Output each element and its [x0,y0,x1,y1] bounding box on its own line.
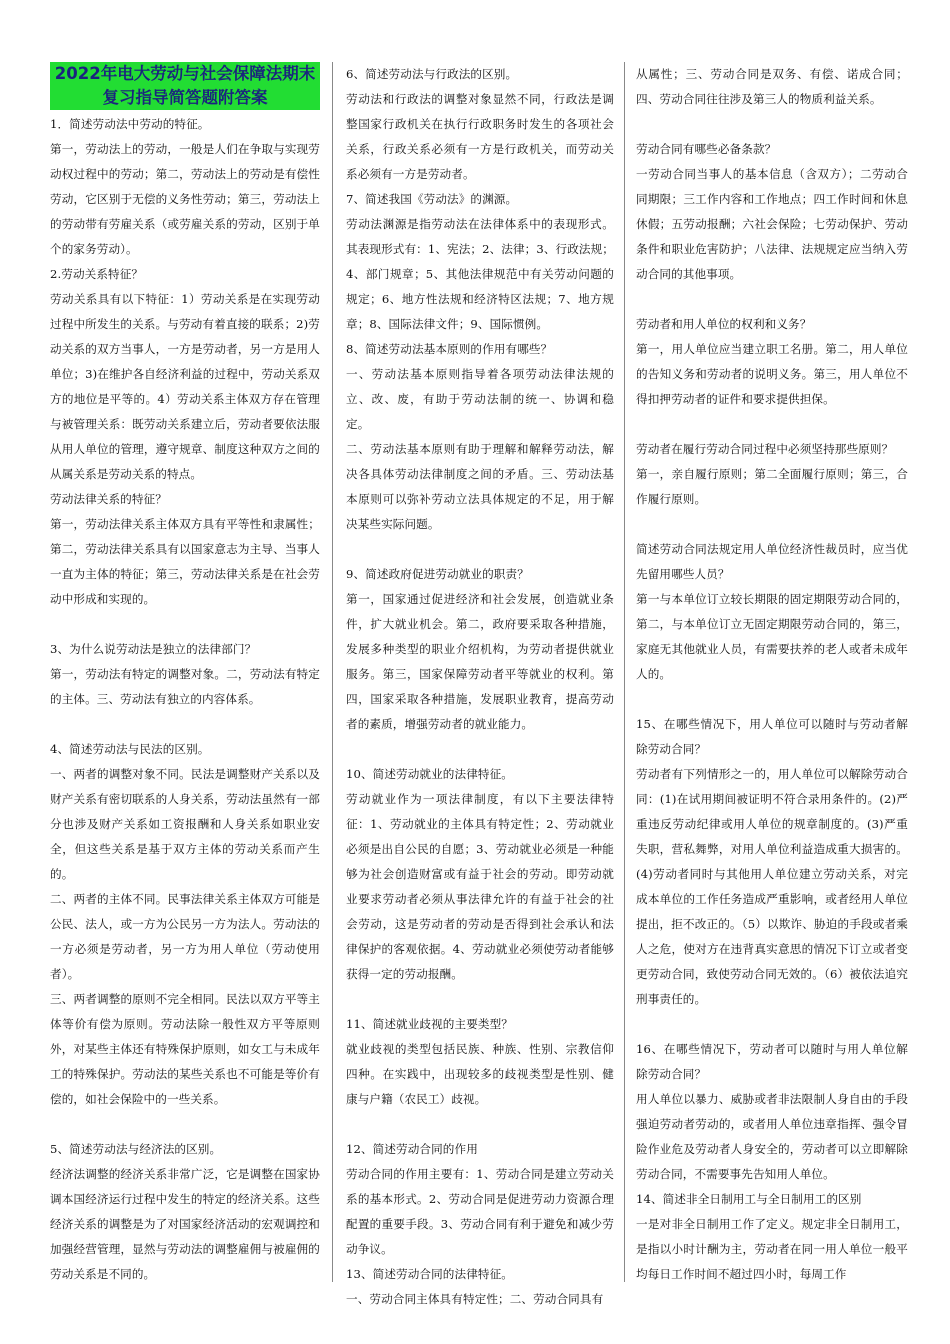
paragraph: 经济法调整的经济关系非常广泛，它是调整在国家协调本国经济运行过程中发生的特定的经济关系。这些经济关系的调整是为了对国家经济活动的宏观调控和加强经营管理，显然与劳动法的调整雇佣与被雇佣的劳动关系是不同的。 [50,1167,320,1281]
paragraph: 一、劳动合同主体具有特定性；二、劳动合同具有 [346,1292,604,1306]
paragraph-gap [636,412,908,437]
column-1 [50,62,320,1282]
paragraph: 9、简述政府促进劳动就业的职责？ [346,567,529,581]
column-2 [346,62,614,1306]
paragraph: 第一，亲自履行原则；第二全面履行原则；第三，合作履行原则。 [636,467,908,506]
paragraph: 二、两者的主体不同。民事法律关系主体双方可能是公民、法人，或一方为公民另一方为法人。劳动法的一方必须是劳动者，另一方为用人单位（劳动使用者）。 [50,892,320,981]
column-divider [624,62,625,1282]
paragraph: 劳动者在履行劳动合同过程中必须坚持那些原则？ [636,442,894,456]
paragraph: 第一，劳动法律关系主体双方具有平等性和隶属性；第二，劳动法律关系具有以国家意志为主导、当事人一直为主体的特征；第三，劳动法律关系是在社会劳动中形成和实现的。 [50,517,320,606]
paragraph: 2.劳动关系特征？ [50,267,144,281]
paragraph: 劳动法渊源是指劳动法在法律体系中的表现形式。其表现形式有：1、宪法；2、法律；3、行政法规；4、部门规章；5、其他法律规范中有关劳动问题的规定；6、地方性法规和经济特区法规；7、地方规章；8、国际法律文件；9、国际惯例。 [346,217,614,331]
column-1-body [50,112,320,1287]
paragraph: 第一，劳动法有特定的调整对象。二，劳动法有特定的主体。三、劳动法有独立的内容体系。 [50,667,320,706]
paragraph-gap [50,612,320,637]
paragraph: 劳动者和用人单位的权利和义务？ [636,317,812,331]
paragraph: 第一，国家通过促进经济和社会发展，创造就业条件，扩大就业机会。第二，政府要采取各种措施，发展多种类型的职业介绍机构，为劳动者提供就业服务。第三，国家保障劳动者平等就业的权利。第四，国家采取各种措施，发展职业教育，提高劳动者的素质，增强劳动者的就业能力。 [346,592,614,731]
paragraph: 一劳动合同当事人的基本信息（含双方）；二劳动合同期限；三工作内容和工作地点；四工作时间和休息休假；五劳动报酬；六社会保险；七劳动保护、劳动条件和职业危害防护；八法律、法规规定应当纳入劳动合同的其他事项。 [636,167,908,281]
paragraph: 第一，劳动法上的劳动，一般是人们在争取与实现劳动权过程中的劳动；第二，劳动法上的劳动是有偿性劳动，它区别于无偿的义务性劳动；第三，劳动法上的劳动带有劳雇关系（或劳雇关系的劳动，区别于单个的家务劳动）。 [50,142,320,256]
paragraph-gap [346,737,614,762]
paragraph: 一、劳动法基本原则指导着各项劳动法律法规的立、改、废，有助于劳动法制的统一、协调和稳定。 [346,367,614,431]
paragraph: 13、简述劳动合同的法律特征。 [346,1267,513,1281]
paragraph: 3、为什么说劳动法是独立的法律部门？ [50,642,257,656]
paragraph-gap [346,537,614,562]
paragraph: 一是对非全日制用工作了定义。规定非全日制用工，是指以小时计酬为主，劳动者在同一用人单位一般平均每日工作时间不超过四小时，每周工作 [636,1217,908,1281]
paragraph: 8、简述劳动法基本原则的作用有哪些？ [346,342,553,356]
paragraph-gap [50,1112,320,1137]
paragraph: 劳动就业作为一项法律制度，有以下主要法律特征：1、劳动就业的主体具有特定性；2、劳动就业必须是出自公民的自愿；3、劳动就业必须是一种能够为社会创造财富或有益于社会的劳动。即劳动就业要求劳动者必须从事法律允许的有益于社会的社会劳动，这是劳动者的劳动是否得到社会承认和法律保护的客观依据。4、劳动就业必须使劳动者能够获得一定的劳动报酬。 [346,792,614,981]
paragraph: 6、简述劳动法与行政法的区别。 [346,67,518,81]
paragraph: 一、两者的调整对象不同。民法是调整财产关系以及财产关系有密切联系的人身关系，劳动法虽然有一部分也涉及财产关系如工资报酬和人身关系如职业安全，但这些关系是基于双方主体的劳动关系而产生的。 [50,767,320,881]
document-page [50,62,908,1306]
paragraph: 劳动合同的作用主要有：1、劳动合同是建立劳动关系的基本形式。2、劳动合同是促进劳动力资源合理配置的重要手段。3、劳动合同有利于避免和减少劳动争议。 [346,1167,614,1256]
paragraph: 三、两者调整的原则不完全相同。民法以双方平等主体等价有偿为原则。劳动法除一般性双方平等原则外，对某些主体还有特殊保护原则，如女工与未成年工的特殊保护。劳动法的某些关系也不可能是等价有偿的，如社会保险中的一些关系。 [50,992,320,1106]
paragraph-gap [50,712,320,737]
column-3 [636,62,908,1282]
paragraph: 11、简述就业歧视的主要类型？ [346,1017,513,1031]
paragraph: 劳动关系具有以下特征：1）劳动关系是在实现劳动过程中所发生的关系。与劳动有着直接的联系；2)劳动关系的双方当事人，一方是劳动者，另一方是用人单位；3)在维护各自经济利益的过程中，劳动关系双方的地位是平等的。4）劳动关系主体双方存在管理与被管理关系：既劳动关系建立后，劳动者要依法服从用人单位的管理，遵守规章、制度这种双方之间的从属关系是劳动关系的特点。 [50,292,320,481]
paragraph: 劳动合同有哪些必备条款？ [636,142,777,156]
paragraph: 10、简述劳动就业的法律特征。 [346,767,513,781]
paragraph-gap [636,512,908,537]
paragraph: 劳动法和行政法的调整对象显然不同，行政法是调整国家行政机关在执行行政职务时发生的各项社会关系，行政关系必须有一方是行政机关，而劳动关系必须有一方是劳动者。 [346,92,614,181]
paragraph: 12、简述劳动合同的作用 [346,1142,478,1156]
paragraph: 5、简述劳动法与经济法的区别。 [50,1142,222,1156]
paragraph-gap [346,987,614,1012]
paragraph-gap [636,287,908,312]
paragraph: 从属性；三、劳动合同是双务、有偿、诺成合同；四、劳动合同往往涉及第三人的物质利益关系。 [636,67,908,106]
column-divider [332,62,333,1282]
paragraph: 简述劳动合同法规定用人单位经济性裁员时，应当优先留用哪些人员？ [636,542,908,581]
paragraph: 劳动法律关系的特征？ [50,492,167,506]
paragraph: 16、在哪些情况下，劳动者可以随时与用人单位解除劳动合同？ [636,1042,908,1081]
paragraph: 15、在哪些情况下，用人单位可以随时与劳动者解除劳动合同？ [636,717,908,756]
paragraph: 就业歧视的类型包括民族、种族、性别、宗教信仰四种。在实践中，出现较多的歧视类型是性别、健康与户籍（农民工）歧视。 [346,1042,614,1106]
paragraph: 第一，用人单位应当建立职工名册。第二，用人单位的告知义务和劳动者的说明义务。第三，用人单位不得扣押劳动者的证件和要求提供担保。 [636,342,908,406]
paragraph-gap [346,1112,614,1137]
paragraph-gap [636,1012,908,1037]
paragraph: 二、劳动法基本原则有助于理解和解释劳动法，解决各具体劳动法律制度之间的矛盾。三、劳动法基本原则可以弥补劳动立法具体规定的不足，用于解决某些实际问题。 [346,442,614,531]
paragraph: 7、简述我国《劳动法》的渊源。 [346,192,518,206]
column-3-body [636,62,908,1287]
paragraph: 4、简述劳动法与民法的区别。 [50,742,210,756]
paragraph: 第一与本单位订立较长期限的固定期限劳动合同的，第二，与本单位订立无固定期限劳动合同的，第三，家庭无其他就业人员，有需要扶养的老人或者未成年人的。 [636,592,908,681]
column-2-body [346,62,614,1312]
document-title: 2022年电大劳动与社会保障法期末复习指导简答题附答案 [50,62,320,110]
paragraph-gap [636,112,908,137]
paragraph: 1．简述劳动法中劳动的特征。 [50,117,210,131]
paragraph: 劳动者有下列情形之一的，用人单位可以解除劳动合同：(1)在试用期间被证明不符合录用条件的。(2)严重违反劳动纪律或用人单位的规章制度的。(3)严重失职，营私舞弊，对用人单位利益造成重大损害的。(4)劳动者同时与其他用人单位建立劳动关系，对完成本单位的工作任务造成严重影响，或者经用人单位提出，拒不改正的。（5）以欺诈、胁迫的手段或者乘人之危，使对方在违背真实意思的情况下订立或者变更劳动合同，致使劳动合同无效的。（6）被依法追究刑事责任的。 [636,767,908,1006]
paragraph: 14、简述非全日制用工与全日制用工的区别 [636,1192,862,1206]
paragraph-gap [636,687,908,712]
paragraph: 用人单位以暴力、威胁或者非法限制人身自由的手段强迫劳动者劳动的，或者用人单位违章指挥、强令冒险作业危及劳动者人身安全的，劳动者可以立即解除劳动合同，不需要事先告知用人单位。 [636,1092,908,1181]
